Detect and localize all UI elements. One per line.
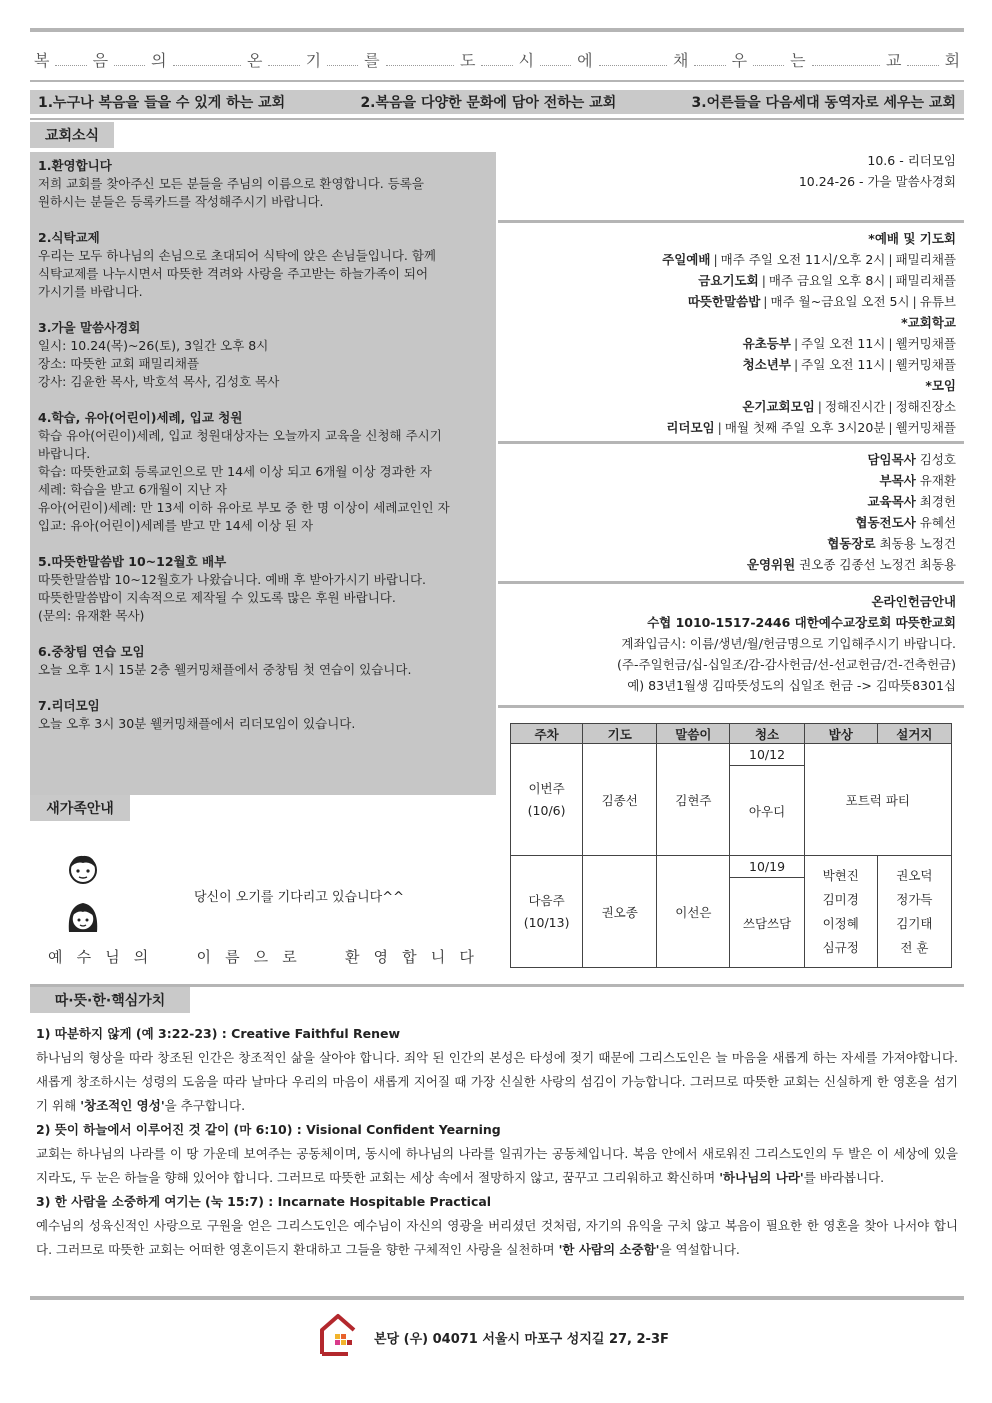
news-title: 6.중창팀 연습 모임 xyxy=(38,644,145,659)
meeting-name: 온기교회모임 xyxy=(742,399,815,414)
divider xyxy=(498,581,964,584)
service-place: 유튜브 xyxy=(919,294,956,309)
motto-char: 복 xyxy=(34,51,50,70)
week-cell: 이번주 (10/6) xyxy=(511,744,583,856)
news-item xyxy=(38,409,488,535)
news-line: 원하시는 분들은 등록카드를 작성해주시기 바랍니다. xyxy=(38,194,324,209)
news-line: 학습: 따뜻한교회 등록교인으로 만 14세 이상 되고 6개월 이상 경과한 자 xyxy=(38,464,432,479)
staff-list xyxy=(500,449,964,575)
staff-names: 유재환 xyxy=(919,473,956,488)
staff-row xyxy=(500,491,956,512)
staff-role: 협동전도사 xyxy=(855,515,916,530)
motto-char: 의 xyxy=(151,51,167,70)
clean-date-cell: 10/12 xyxy=(730,744,804,766)
service-name: 주일예배 xyxy=(662,252,711,267)
calendar xyxy=(500,150,964,192)
service-place: 패밀리채플 xyxy=(895,273,956,288)
staff-names: 권오종 김종선 노정건 최동용 xyxy=(799,557,956,572)
worship-row: 따뜻한말씀밥 | 매주 월~금요일 오전 5시 | 유튜브 xyxy=(687,294,956,309)
staff-names: 최경헌 xyxy=(919,494,956,509)
value-body: 하나님의 형상을 따라 창조된 인간은 창조적인 삶을 살아야 합니다. 죄악 된 인간의 본성은 타성에 젖기 때문에 그리스도인은 늘 마음을 새롭게 하는 자세를 가져야합니다. 새롭게 창조하시는 성령의 도움을 따라 날마다 우리의 마음이 새롭게 지어질 때 가장 신실한 사랑의 섬김이 가능합니다. 그러므로 따뜻한 교회는 신실하게 한 영혼을 섬기기 위해 '창조적인 영성'을 추구합니다. xyxy=(36,1050,958,1113)
service-place: 패밀리채플 xyxy=(895,252,956,267)
boy-face-icon xyxy=(66,852,100,890)
offering-line: 예) 83년1월생 김따뜻성도의 십일조 헌금 -> 김따뜻8301십 xyxy=(627,678,956,693)
news-line: 식탁교제를 나누시면서 따뜻한 격려와 사랑을 주고받는 하늘가족이 되어 xyxy=(38,266,429,281)
meeting-row: 리더모임 | 매월 첫째 주일 오후 3시20분 | 웰커밍채플 xyxy=(666,420,956,435)
meeting-name: 리더모임 xyxy=(666,420,715,435)
newfamily-tab: 새가족안내 xyxy=(30,795,130,821)
news-title: 3.가을 말씀사경회 xyxy=(38,320,141,335)
staff-row xyxy=(500,533,956,554)
motto-char: 교 xyxy=(886,51,902,70)
news-title: 4.학습, 유아(어린이)세례, 입교 청원 xyxy=(38,410,243,425)
staff-names: 유혜선 xyxy=(919,515,956,530)
col-week: 주차 xyxy=(511,724,583,744)
news-title: 1.환영합니다 xyxy=(38,158,112,173)
news-box xyxy=(30,152,496,795)
staff-row xyxy=(500,554,956,575)
value-heading: 3) 한 사람을 소중하게 여기는 (눅 15:7) : Incarnate Hospitable Practical xyxy=(36,1194,492,1209)
core-values xyxy=(36,1022,958,1262)
meeting-place: 웰커밍채플 xyxy=(895,420,956,435)
prayer-cell: 김종선 xyxy=(583,744,657,856)
motto-char: 기 xyxy=(305,51,322,70)
offering-account: 수협 1010-1517-2446 대한예수교장로회 따뜻한교회 xyxy=(647,615,956,630)
news-line: 따뜻한말씀밥이 지속적으로 제작될 수 있도록 많은 후원 바랍니다. xyxy=(38,590,396,605)
word-cell: 김현주 xyxy=(657,744,730,856)
motto-char: 회 xyxy=(944,51,961,70)
news-item xyxy=(38,697,488,733)
top-rule xyxy=(30,28,964,32)
news-line: 유아(어린이)세례: 만 13세 이하 유아로 부모 중 한 명 이상이 세례교인인 자 xyxy=(38,500,450,515)
col-dish: 설거지 xyxy=(877,724,951,744)
footer-address: 본당 (우) 04071 서울시 마포구 성지길 27, 2-3F xyxy=(374,1332,669,1347)
news-title: 5.따뜻한말씀밥 10~12월호 배부 xyxy=(38,554,227,569)
calendar-item: 10.6 - 리더모임 xyxy=(867,153,956,168)
school-name: 청소년부 xyxy=(742,357,791,372)
news-item xyxy=(38,553,488,625)
col-word: 말씀이 xyxy=(657,724,730,744)
worship-row: 금요기도회 | 매주 금요일 오후 8시 | 패밀리채플 xyxy=(698,273,956,288)
col-meal: 밥상 xyxy=(804,724,877,744)
divider xyxy=(498,220,964,223)
meeting-row: 온기교회모임 | 정해진시간 | 정해진장소 xyxy=(742,399,956,414)
worship-heading: *예배 및 기도회 xyxy=(868,231,956,246)
calendar-item: 10.24-26 - 가을 말씀사경회 xyxy=(798,174,956,189)
staff-role: 담임목사 xyxy=(867,452,916,467)
service-time: 매주 주일 오전 11시/오후 2시 xyxy=(720,252,886,267)
motto xyxy=(34,48,960,71)
service-name: 따뜻한말씀밥 xyxy=(687,294,761,309)
welcome-message: 예 수 님 의 이 름 으 로 환 영 합 니 다 xyxy=(48,948,474,966)
motto-char: 음 xyxy=(92,51,109,70)
meal-cell: 포트럭 파티 xyxy=(804,744,951,856)
school-time: 주일 오전 11시 xyxy=(801,336,886,351)
dish-cell: 권오덕 정가득 김기태 전 훈 xyxy=(877,856,951,968)
news-item xyxy=(38,157,488,211)
worship-row: 주일예배 | 매주 주일 오전 11시/오후 2시 | 패밀리채플 xyxy=(662,252,956,267)
value-body: 교회는 하나님의 나라를 이 땅 가운데 보여주는 공동체이며, 동시에 하나님의 나라를 일궈가는 공동체입니다. 복음 안에서 새로워진 그리스도인의 두 발은 이 세상에 있을 지라도, 두 눈은 하늘을 향해 있어야 합니다. 그러므로 따뜻한 교회는 세상 속에서 절망하지 않고, 꿈꾸고 그리워하고 확신하며 '하나님의 나라'를 바라봅니다. xyxy=(36,1146,958,1185)
school-place: 웰커밍채플 xyxy=(895,336,956,351)
top-rule-2 xyxy=(30,80,964,82)
vision-rule xyxy=(30,118,964,120)
school-heading: *교회학교 xyxy=(901,315,956,330)
duty-schedule-table xyxy=(510,723,952,968)
news-line: 세례: 학습을 받고 6개월이 지난 자 xyxy=(38,482,228,497)
clean-cell: 쓰담쓰담 xyxy=(730,878,804,968)
prayer-cell: 권오종 xyxy=(583,856,657,968)
church-logo-icon xyxy=(318,1312,358,1360)
clean-date-cell: 10/19 xyxy=(730,856,804,878)
divider xyxy=(498,705,964,708)
girl-face-icon xyxy=(64,898,102,940)
col-prayer: 기도 xyxy=(583,724,657,744)
school-row: 청소년부 | 주일 오전 11시 | 웰커밍채플 xyxy=(742,357,956,372)
motto-char: 시 xyxy=(518,51,535,70)
word-cell: 이선은 xyxy=(657,856,730,968)
news-line: 저희 교회를 찾아주신 모든 분들을 주님의 이름으로 환영합니다. 등록을 xyxy=(38,176,424,191)
offering-line: (주-주일헌금/십-십일조/감-감사헌금/선-선교헌금/건-건축헌금) xyxy=(617,657,956,672)
news-line: (문의: 유재환 목사) xyxy=(38,608,145,623)
school-time: 주일 오전 11시 xyxy=(801,357,886,372)
motto-char: 는 xyxy=(790,51,806,70)
staff-role: 운영위원 xyxy=(746,557,796,572)
week-cell: 다음주 (10/13) xyxy=(511,856,583,968)
meeting-place: 정해진장소 xyxy=(895,399,956,414)
meeting-time: 정해진시간 xyxy=(825,399,886,414)
offering-info xyxy=(500,591,964,696)
news-tab: 교회소식 xyxy=(30,122,114,148)
staff-names: 김성호 xyxy=(919,452,956,467)
news-line: 장소: 따뜻한 교회 패밀리채플 xyxy=(38,356,200,371)
value-body: 예수님의 성육신적인 사랑으로 구원을 얻은 그리스도인은 예수님이 자신의 영광을 버리셨던 것처럼, 자기의 유익을 구치 않고 복음이 필요한 한 영혼을 찾아 나서야 합니다. 그러므로 따뜻한 교회는 어떠한 영혼이든지 환대하고 그들을 향한 구체적인 사랑을 실천하며 '한 사람의 소중함'을 역설합니다. xyxy=(36,1218,958,1257)
table-row xyxy=(511,744,952,766)
news-line: 오늘 오후 3시 30분 웰커밍채플에서 리더모임이 있습니다. xyxy=(38,716,356,731)
news-line: 가시기를 바랍니다. xyxy=(38,284,143,299)
waiting-message: 당신이 오기를 기다리고 있습니다^^ xyxy=(194,890,404,905)
staff-role: 부목사 xyxy=(879,473,916,488)
worship-info xyxy=(500,228,964,438)
school-place: 웰커밍채플 xyxy=(895,357,956,372)
service-time: 매주 월~금요일 오전 5시 xyxy=(770,294,910,309)
meal-cell: 박현진 김미경 이정혜 심규정 xyxy=(804,856,877,968)
staff-row xyxy=(500,470,956,491)
motto-char: 우 xyxy=(731,51,748,70)
offering-line: 계좌입금시: 이름/생년/월/헌금명으로 기입해주시기 바랍니다. xyxy=(621,636,956,651)
news-line: 일시: 10.24(목)~26(토), 3일간 오후 8시 xyxy=(38,338,269,353)
staff-role: 협동장로 xyxy=(827,536,876,551)
vision-bar xyxy=(30,90,964,114)
news-item xyxy=(38,319,488,391)
school-row: 유초등부 | 주일 오전 11시 | 웰커밍채플 xyxy=(742,336,956,351)
motto-char: 온 xyxy=(247,51,263,70)
meeting-time: 매월 첫째 주일 오후 3시20분 xyxy=(724,420,886,435)
news-line: 우리는 모두 하나님의 손님으로 초대되어 식탁에 앉은 손님들입니다. 함께 xyxy=(38,248,437,263)
value-heading: 2) 뜻이 하늘에서 이루어진 것 같이 (마 6:10) : Visional Confident Yearning xyxy=(36,1122,501,1137)
clean-cell: 아우디 xyxy=(730,766,804,856)
bottom-rule xyxy=(30,1296,964,1300)
staff-row xyxy=(500,449,956,470)
news-line: 따뜻한말씀밥 10~12월호가 나왔습니다. 예배 후 받아가시기 바랍니다. xyxy=(38,572,427,587)
news-line: 입교: 유아(어린이)세례를 받고 만 14세 이상 된 자 xyxy=(38,518,314,533)
news-item xyxy=(38,643,488,679)
value-heading: 1) 따분하지 않게 (예 3:22-23) : Creative Faithful Renew xyxy=(36,1026,401,1041)
service-name: 금요기도회 xyxy=(698,273,759,288)
divider xyxy=(498,441,964,444)
motto-char: 도 xyxy=(460,51,476,70)
news-line: 바랍니다. xyxy=(38,446,91,461)
staff-names: 최동용 노정건 xyxy=(879,536,956,551)
news-line: 오늘 오후 1시 15분 2층 웰커밍채플에서 중창팀 첫 연습이 있습니다. xyxy=(38,662,412,677)
vision-3: 3.어른들을 다음세대 동역자로 세우는 교회 xyxy=(691,95,956,111)
col-clean: 청소 xyxy=(730,724,804,744)
vision-2: 2.복음을 다양한 문화에 담아 전하는 교회 xyxy=(360,95,617,111)
motto-char: 를 xyxy=(364,51,380,70)
staff-role: 교육목사 xyxy=(867,494,916,509)
staff-row xyxy=(500,512,956,533)
school-name: 유초등부 xyxy=(742,336,791,351)
motto-char: 채 xyxy=(673,51,689,70)
values-tab: 따·뜻·한·핵심가치 xyxy=(30,987,190,1013)
motto-char: 에 xyxy=(577,51,593,70)
news-item xyxy=(38,229,488,301)
news-line: 학습 유아(어린이)세례, 입교 청원대상자는 오늘까지 교육을 신청해 주시기 xyxy=(38,428,442,443)
news-line: 강사: 김윤한 목사, 박호석 목사, 김성호 목사 xyxy=(38,374,280,389)
vision-1: 1.누구나 복음을 들을 수 있게 하는 교회 xyxy=(38,95,286,111)
news-title: 2.식탁교제 xyxy=(38,230,100,245)
news-title: 7.리더모임 xyxy=(38,698,100,713)
table-row xyxy=(511,856,952,878)
table-header-row xyxy=(511,724,952,744)
service-time: 매주 금요일 오후 8시 xyxy=(768,273,886,288)
meeting-heading: *모임 xyxy=(925,378,956,393)
offering-title: 온라인헌금안내 xyxy=(871,594,956,609)
